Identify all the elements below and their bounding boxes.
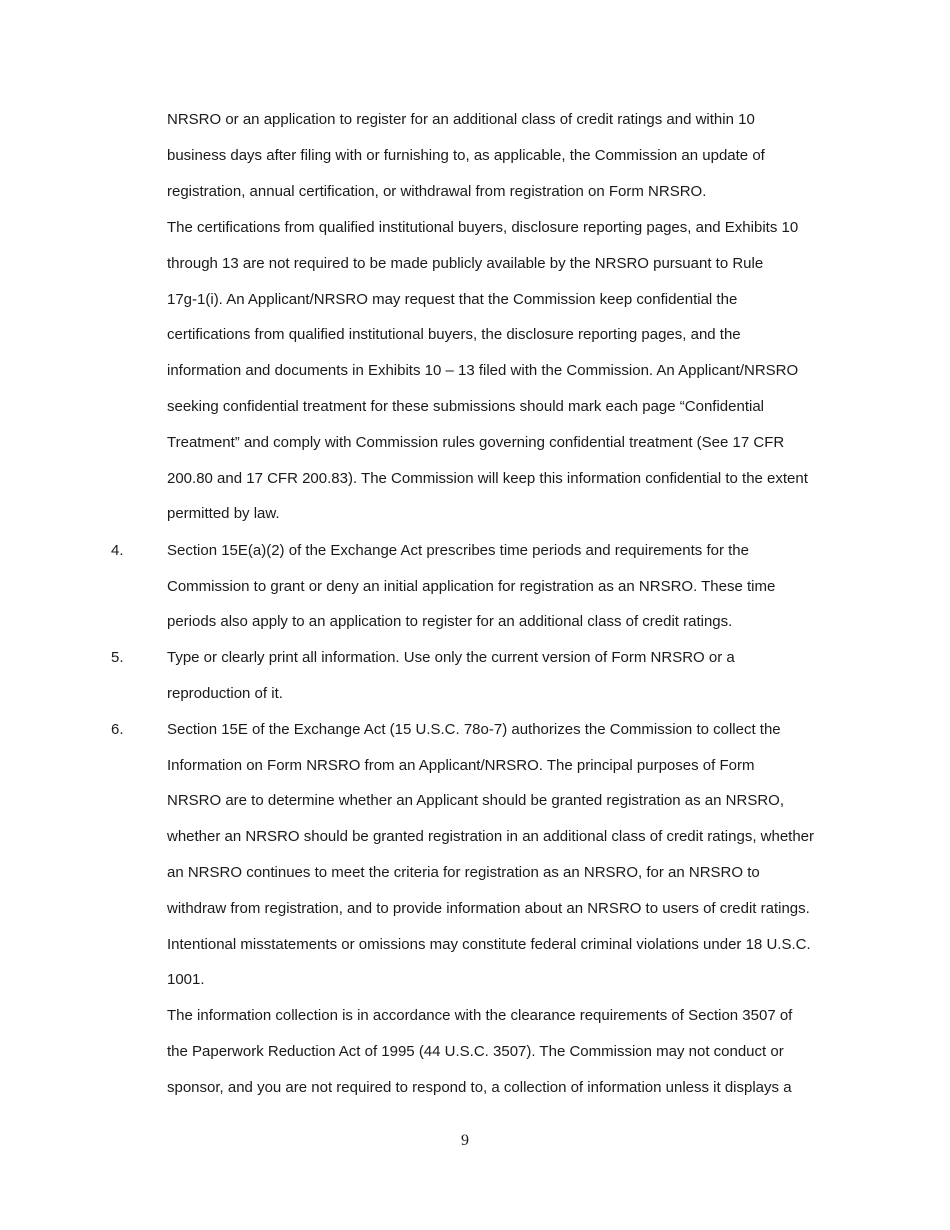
text-line: seeking confidential treatment for these submissions should mark each page “Confidential [167, 398, 764, 415]
item-number: 4. [111, 542, 124, 559]
text-line: whether an NRSRO should be granted registration in an additional class of credit ratings, whether [167, 828, 815, 845]
text-line: the Paperwork Reduction Act of 1995 (44 U.S.C. 3507). The Commission may not conduct or [167, 1043, 784, 1060]
text-line: The information collection is in accordance with the clearance requirements of Section 3507 of [167, 1007, 793, 1024]
text-line: certifications from qualified institutional buyers, the disclosure reporting pages, and the [167, 326, 741, 343]
text-line: 17g-1(i). An Applicant/NRSRO may request that the Commission keep confidential the [167, 291, 738, 308]
page-number: 9 [461, 1132, 469, 1149]
text-line: Section 15E(a)(2) of the Exchange Act prescribes time periods and requirements for the [167, 542, 749, 559]
text-line: Treatment” and comply with Commission rules governing confidential treatment (See 17 CFR [167, 434, 785, 451]
item-number: 6. [111, 721, 124, 738]
text-line: Commission to grant or deny an initial application for registration as an NRSRO. These time [167, 578, 776, 595]
text-line: permitted by law. [167, 505, 280, 522]
text-line: Section 15E of the Exchange Act (15 U.S.C. 78o-7) authorizes the Commission to collect the [167, 721, 781, 738]
text-line: 1001. [167, 971, 205, 988]
item-number: 5. [111, 649, 124, 666]
text-line: NRSRO are to determine whether an Applicant should be granted registration as an NRSRO, [167, 792, 784, 809]
text-line: periods also apply to an application to register for an additional class of credit ratings. [167, 613, 733, 630]
text-line: through 13 are not required to be made publicly available by the NRSRO pursuant to Rule [167, 255, 764, 272]
text-line: information and documents in Exhibits 10 – 13 filed with the Commission. An Applicant/NRSRO [167, 362, 799, 379]
text-line: NRSRO or an application to register for an additional class of credit ratings and within 10 [167, 111, 755, 128]
text-line: The certifications from qualified institutional buyers, disclosure reporting pages, and Exhibits 10 [167, 219, 799, 236]
text-line: 200.80 and 17 CFR 200.83). The Commission will keep this information confidential to the extent [167, 470, 808, 487]
text-line: registration, annual certification, or withdrawal from registration on Form NRSRO. [167, 183, 707, 200]
text-line: Intentional misstatements or omissions may constitute federal criminal violations under 18 U.S.C. [167, 936, 811, 953]
text-line: Information on Form NRSRO from an Applicant/NRSRO. The principal purposes of Form [167, 757, 755, 774]
text-line: an NRSRO continues to meet the criteria for registration as an NRSRO, for an NRSRO to [167, 864, 760, 881]
text-line: business days after filing with or furnishing to, as applicable, the Commission an update of [167, 147, 765, 164]
text-line: withdraw from registration, and to provide information about an NRSRO to users of credit ratings. [167, 900, 810, 917]
text-line: reproduction of it. [167, 685, 283, 702]
text-line: Type or clearly print all information. Use only the current version of Form NRSRO or a [167, 649, 735, 666]
text-line: sponsor, and you are not required to respond to, a collection of information unless it displays a [167, 1079, 792, 1096]
